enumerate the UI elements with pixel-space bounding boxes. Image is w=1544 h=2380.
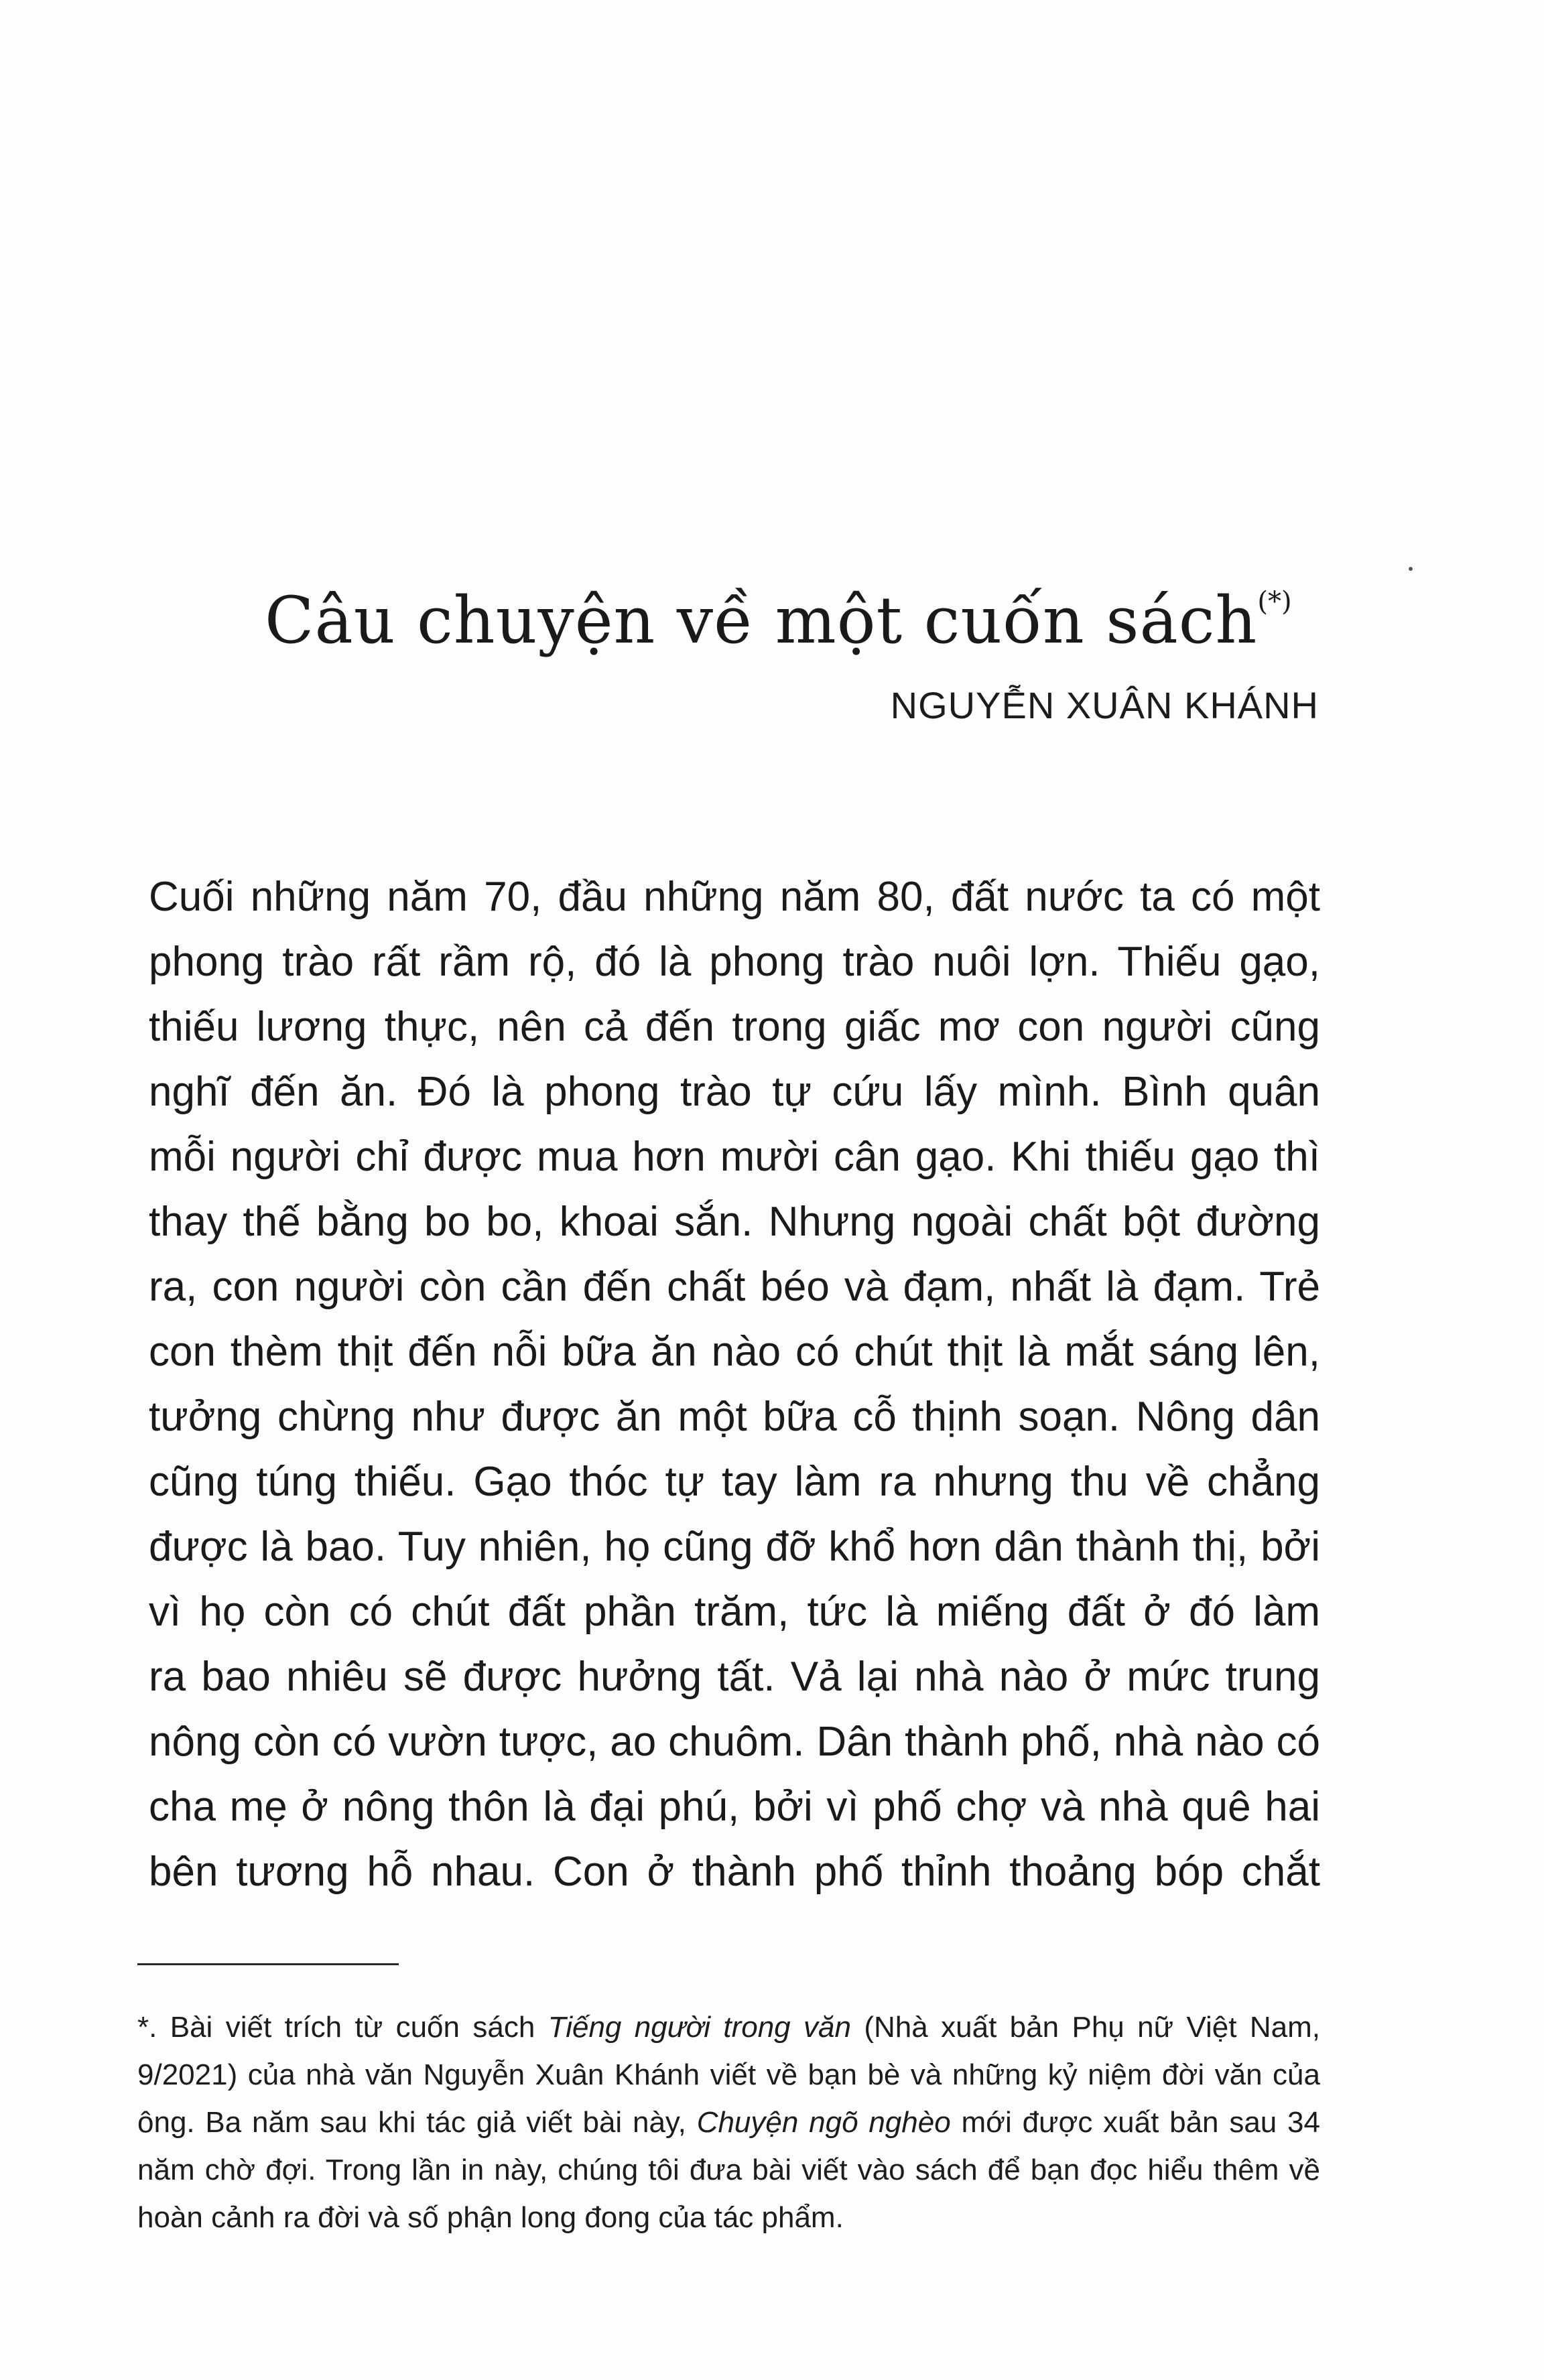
body-line: phong trào rất rầm rộ, đó là phong trào nuôi lợn. Thiếu gạo, xyxy=(149,939,1320,985)
body-line: cha mẹ ở nông thôn là đại phú, bởi vì phố chợ và nhà quê hai xyxy=(149,1784,1320,1830)
body-line: bên tương hỗ nhau. Con ở thành phố thỉnh thoảng bóp chắt xyxy=(149,1849,1320,1895)
footnote-line: hoàn cảnh ra đời và số phận long đong của tác phẩm. xyxy=(137,2201,844,2234)
footnote-divider xyxy=(137,1963,399,1965)
footnote-text: (Nhà xuất bản Phụ nữ Việt Nam, xyxy=(850,2011,1320,2044)
body-line: vì họ còn có chút đất phần trăm, tức là miếng đất ở đó làm xyxy=(149,1589,1320,1635)
book-title-italic: Tiếng người trong văn xyxy=(548,2011,851,2044)
body-paragraph xyxy=(149,864,1320,1904)
body-line: thay thế bằng bo bo, khoai sắn. Nhưng ngoài chất bột đường xyxy=(149,1199,1320,1245)
body-line: thiếu lương thực, nên cả đến trong giấc mơ con người cũng xyxy=(149,1004,1320,1050)
footnote-text: ông. Ba năm sau khi tác giả viết bài này, xyxy=(137,2106,697,2139)
footnote xyxy=(137,2003,1320,2241)
body-line: con thèm thịt đến nỗi bữa ăn nào có chút thịt là mắt sáng lên, xyxy=(149,1329,1320,1375)
author-name: NGUYỄN XUÂN KHÁNH xyxy=(890,684,1319,726)
body-line: Cuối những năm 70, đầu những năm 80, đất nước ta có một xyxy=(149,874,1320,920)
footnote-line: năm chờ đợi. Trong lần in này, chúng tôi đưa bài viết vào sách để bạn đọc hiểu thêm về xyxy=(137,2154,1320,2186)
body-line: nông còn có vườn tược, ao chuôm. Dân thành phố, nhà nào có xyxy=(149,1719,1320,1765)
body-line: mỗi người chỉ được mua hơn mười cân gạo. Khi thiếu gạo thì xyxy=(149,1134,1320,1180)
footnote-marker: (*) xyxy=(1257,586,1292,617)
footnote-text: *. Bài viết trích từ cuốn sách xyxy=(137,2011,548,2044)
print-speck xyxy=(1409,567,1413,571)
book-title-italic: Chuyện ngõ nghèo xyxy=(696,2106,951,2139)
footnote-line xyxy=(137,2003,1320,2051)
footnote-line xyxy=(137,2099,1320,2146)
body-line: nghĩ đến ăn. Đó là phong trào tự cứu lấy mình. Bình quân xyxy=(149,1069,1320,1115)
body-line: tưởng chừng như được ăn một bữa cỗ thịnh soạn. Nông dân xyxy=(149,1394,1320,1440)
chapter-title-text: Câu chuyện về một cuốn sách xyxy=(265,583,1258,658)
body-line: ra, con người còn cần đến chất béo và đạm, nhất là đạm. Trẻ xyxy=(149,1264,1320,1310)
footnote-text: mới được xuất bản sau 34 xyxy=(950,2106,1320,2139)
chapter-title xyxy=(265,561,1337,661)
body-line: được là bao. Tuy nhiên, họ cũng đỡ khổ hơn dân thành thị, bởi xyxy=(149,1524,1320,1570)
footnote-line: 9/2021) của nhà văn Nguyễn Xuân Khánh viết về bạn bè và những kỷ niệm đời văn của xyxy=(137,2058,1320,2091)
body-line: ra bao nhiêu sẽ được hưởng tất. Vả lại nhà nào ở mức trung xyxy=(149,1654,1320,1700)
body-line: cũng túng thiếu. Gạo thóc tự tay làm ra nhưng thu về chẳng xyxy=(149,1459,1320,1505)
